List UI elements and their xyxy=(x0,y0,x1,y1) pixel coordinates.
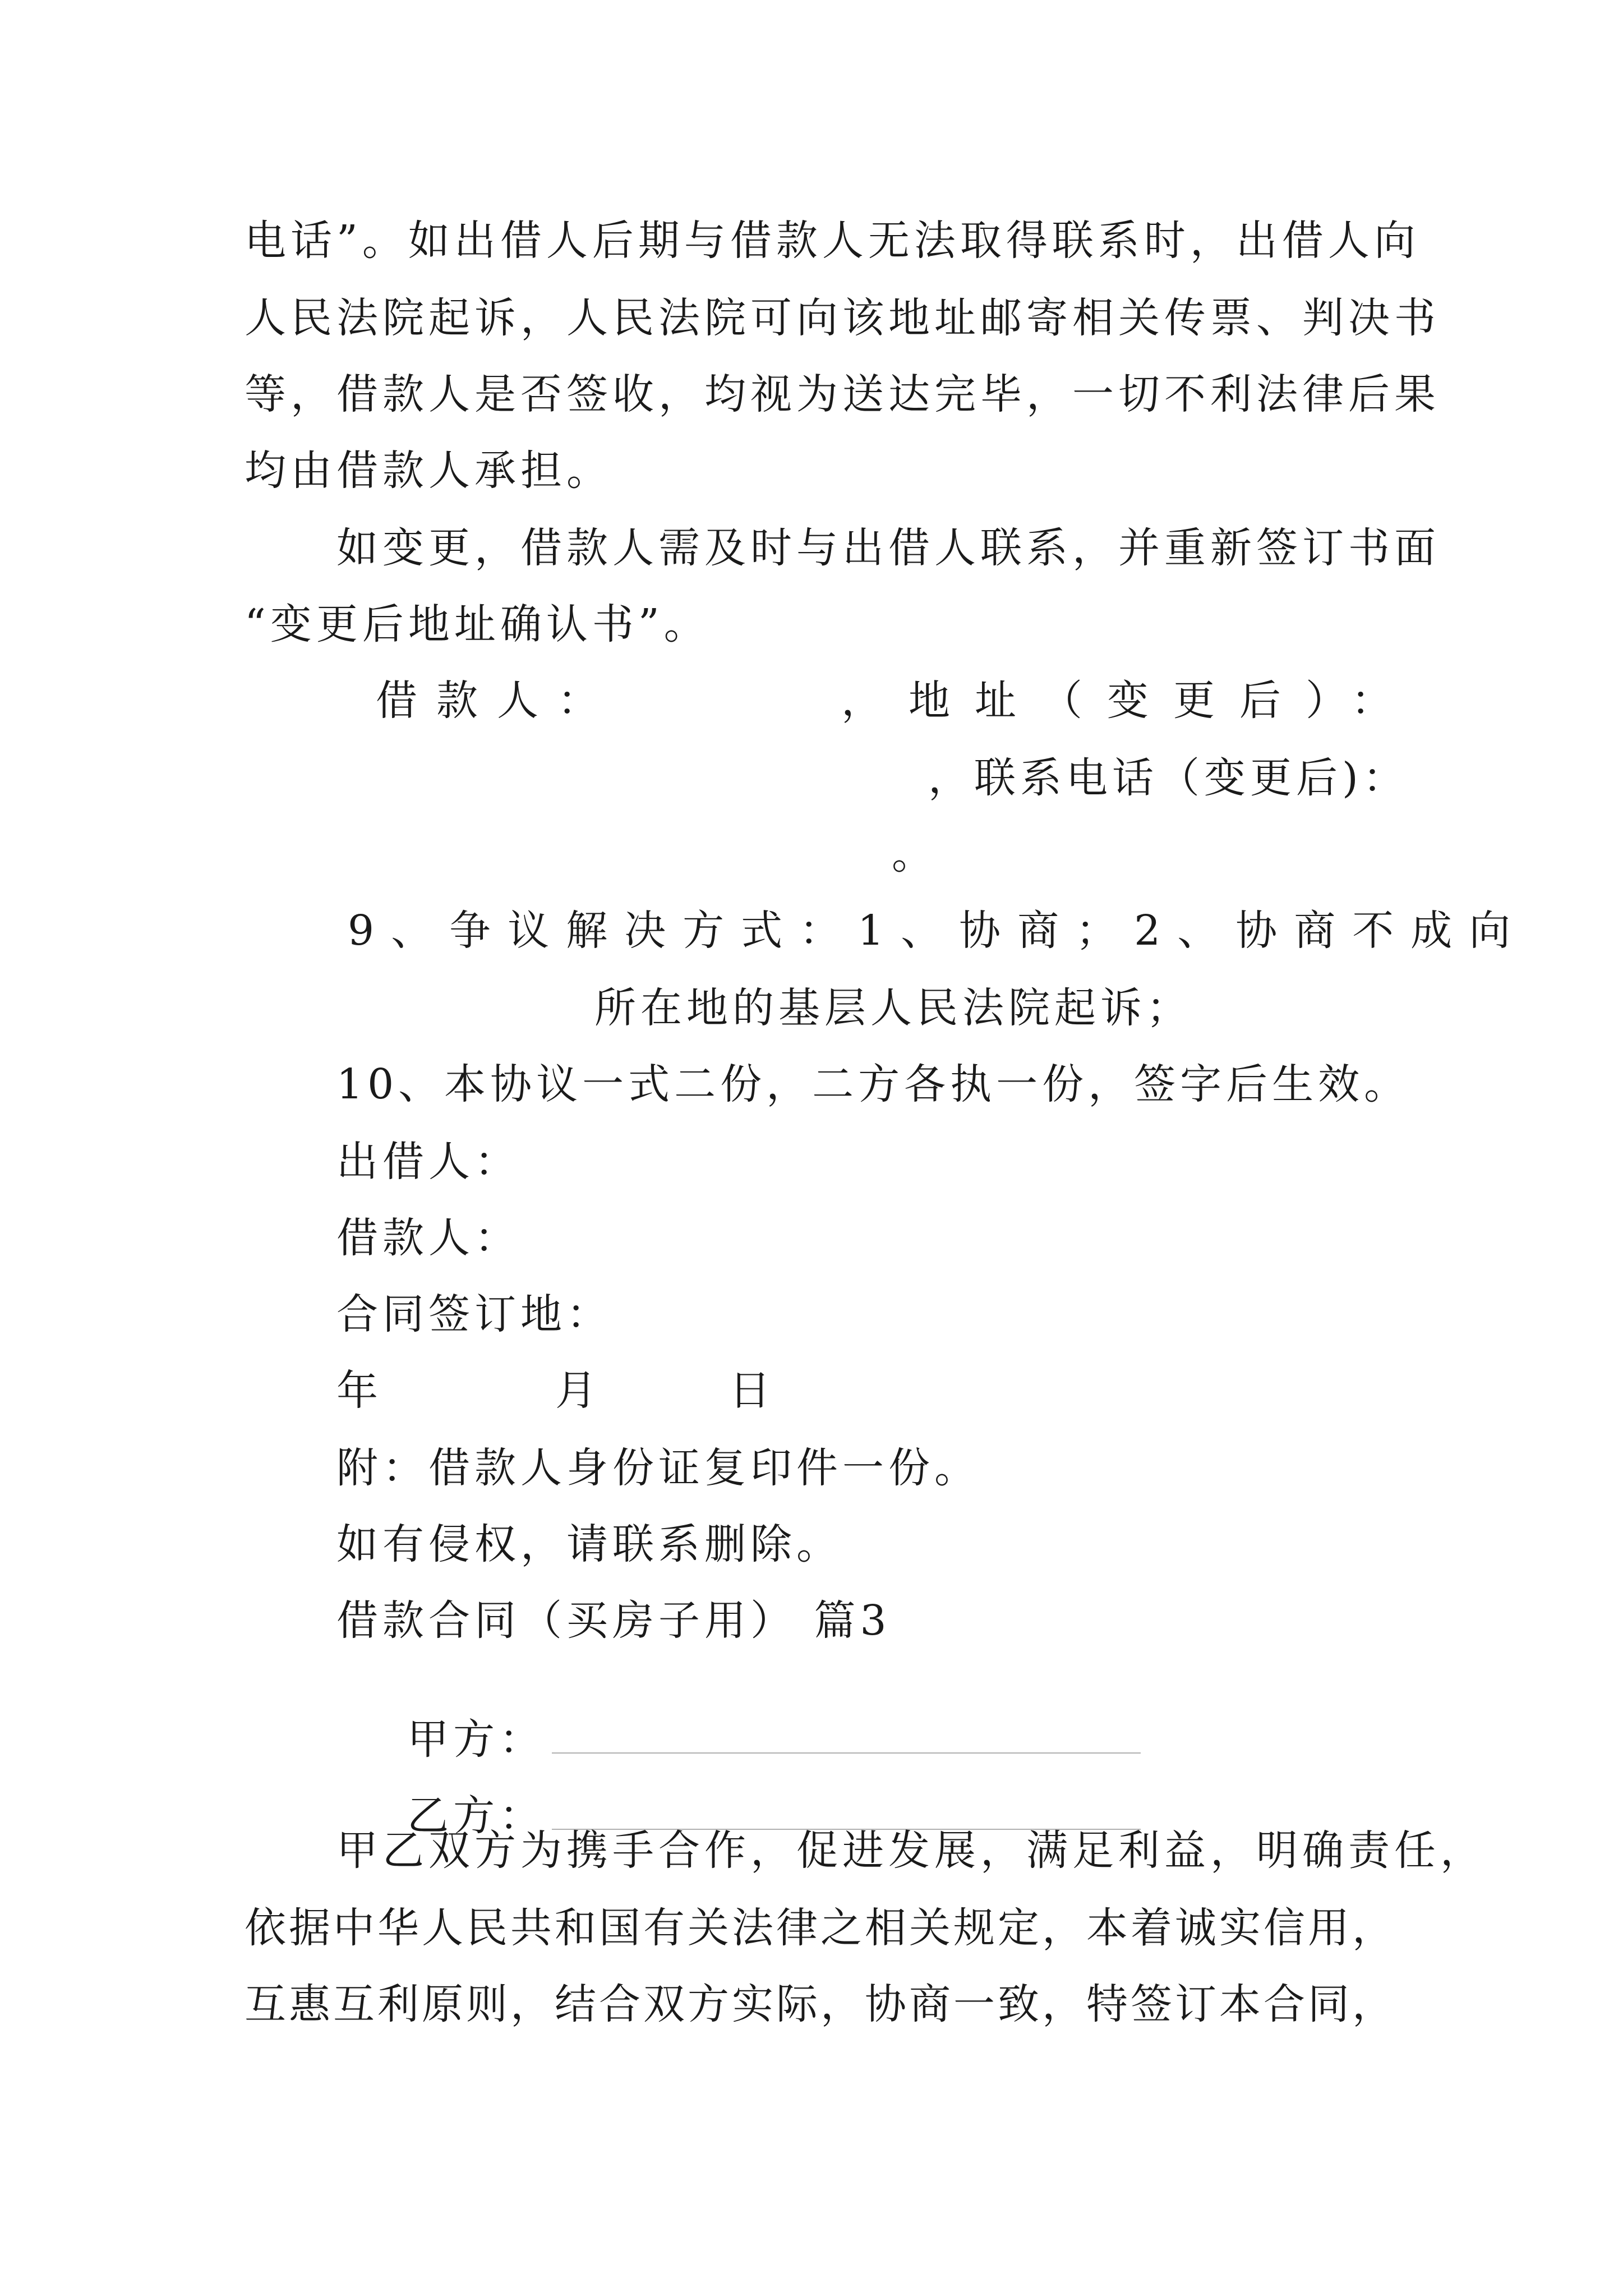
phone-label: ，联系电话（变更后)： xyxy=(928,754,1409,802)
contract-3-intro-line-3: 互惠互利原则，结合双方实际，协商一致，特签订本合同， xyxy=(245,1980,1396,2028)
paragraph-1-line-1: 电话”。如出借人后期与借款人无法取得联系时，出借人向 xyxy=(245,217,1420,265)
attachment-note: 附：借款人身份证复印件一份。 xyxy=(336,1444,980,1492)
clause-9-line-1: 9、争议解决方式：1、协商；2、协商不成向 xyxy=(348,907,1528,955)
signing-place-label: 合同签订地： xyxy=(336,1290,612,1338)
borrower-label: 借款人： xyxy=(376,677,618,725)
clause-10: 10、本协议一式二份，二方各执一份，签字后生效。 xyxy=(336,1060,1410,1108)
contract-3-intro-line-2: 依据中华人民共和国有关法律之相关规定，本着诚实信用， xyxy=(245,1904,1396,1952)
clause-9-line-2: 所在地的基层人民法院起诉； xyxy=(594,984,1192,1032)
date-year-label: 年 xyxy=(336,1366,382,1415)
contract-3-title: 借款合同（买房子用） 篇3 xyxy=(336,1596,891,1645)
paragraph-1-line-4: 均由借款人承担。 xyxy=(245,447,612,495)
date-month-label: 月 xyxy=(555,1366,601,1415)
borrower-signature-label: 借款人： xyxy=(336,1214,520,1262)
paragraph-2-line-1: 如变更，借款人需及时与出借人联系，并重新签订书面 xyxy=(336,524,1440,572)
copyright-notice: 如有侵权，请联系删除。 xyxy=(336,1520,842,1568)
paragraph-2-line-2: “变更后地址确认书”。 xyxy=(245,600,710,648)
party-b-label: 乙方： xyxy=(407,1792,546,1840)
address-label: 地址（变更后）： xyxy=(909,677,1417,725)
address-separator: ， xyxy=(841,677,887,725)
party-a-label: 甲方： xyxy=(407,1715,546,1764)
contract-3-intro-line-1: 甲乙双方为携手合作，促进发展，满足利益，明确责任， xyxy=(336,1826,1486,1875)
end-mark: 。 xyxy=(892,830,938,878)
paragraph-1-line-2: 人民法院起诉，人民法院可向该地址邮寄相关传票、判决书 xyxy=(245,294,1440,342)
party-a-blank-line xyxy=(552,1745,1141,1754)
lender-signature-label: 出借人： xyxy=(336,1138,520,1186)
date-day-label: 日 xyxy=(729,1366,775,1415)
paragraph-1-line-3: 等，借款人是否签收，均视为送达完毕，一切不利法律后果 xyxy=(245,370,1440,418)
